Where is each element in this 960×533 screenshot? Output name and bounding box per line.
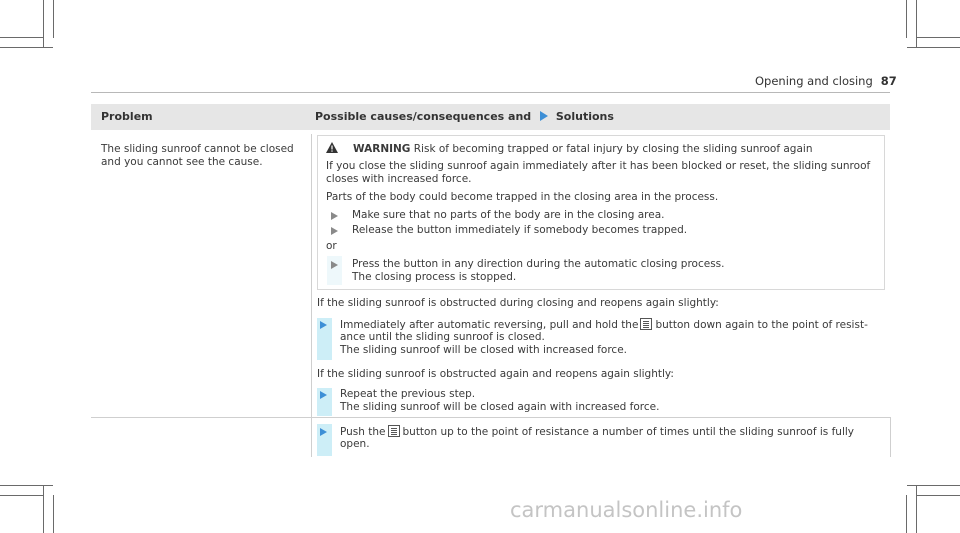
warning-label: WARNING	[353, 143, 411, 155]
crop-mark	[53, 0, 54, 38]
warning-title: WARNING Risk of becoming trapped or fatal injury by closing the sliding sunroof again	[353, 143, 813, 155]
step-arrow-icon	[331, 261, 338, 269]
sunroof-button-icon	[640, 318, 652, 330]
warning-triangle-icon	[326, 142, 338, 153]
step-arrow-icon	[320, 321, 327, 329]
crop-mark	[907, 47, 960, 48]
watermark: carmanualsonline.info	[510, 498, 743, 522]
step-arrow-icon	[320, 391, 327, 399]
column-header-problem: Problem	[101, 110, 153, 123]
action-step-line: open.	[340, 438, 370, 450]
crop-mark	[916, 485, 917, 533]
column-divider	[311, 134, 312, 457]
header-rule	[91, 92, 890, 93]
step-arrow-icon	[331, 227, 338, 235]
crop-mark	[0, 485, 53, 486]
arrow-icon	[540, 111, 548, 121]
step-arrow-icon	[320, 428, 327, 436]
warning-paragraph: If you close the sliding sunroof again immediately after it has been blocked or reset, the sliding sunroof	[326, 160, 871, 172]
page-number: 87	[880, 74, 897, 88]
crop-mark	[916, 495, 960, 496]
crop-mark	[916, 37, 960, 38]
crop-mark	[43, 485, 44, 533]
warning-step: Make sure that no parts of the body are in the closing area.	[352, 209, 665, 221]
row-divider	[91, 417, 890, 418]
action-step-line: Repeat the previous step.	[340, 388, 476, 400]
crop-mark	[907, 485, 960, 486]
action-step-result: The sliding sunroof will be closed again with increased force.	[340, 401, 660, 413]
problem-text-line: The sliding sunroof cannot be closed	[101, 143, 294, 155]
crop-mark	[906, 0, 907, 38]
action-step-result: The sliding sunroof will be closed with increased force.	[340, 344, 627, 356]
column-divider	[890, 417, 891, 457]
sunroof-button-icon	[388, 425, 400, 437]
action-step-line: Immediately after automatic reversing, pull and hold the button down again to the point of resist-	[340, 319, 868, 331]
column-header-solutions: Possible causes/consequences and Solutions	[315, 110, 614, 123]
crop-mark	[0, 47, 53, 48]
warning-step: Press the button in any direction during the automatic closing process.	[352, 258, 725, 270]
step-arrow-icon	[331, 212, 338, 220]
warning-paragraph: closes with increased force.	[326, 173, 472, 185]
problem-text-line: and you cannot see the cause.	[101, 156, 263, 168]
condition-text: If the sliding sunroof is obstructed during closing and reopens again slightly:	[317, 297, 719, 309]
table-header	[91, 104, 890, 130]
crop-mark	[53, 495, 54, 533]
running-header	[755, 74, 897, 88]
warning-or: or	[326, 240, 337, 252]
warning-step: Release the button immediately if somebody becomes trapped.	[352, 224, 688, 236]
condition-text: If the sliding sunroof is obstructed again and reopens again slightly:	[317, 368, 674, 380]
crop-mark	[906, 495, 907, 533]
crop-mark	[43, 0, 44, 48]
crop-mark	[916, 0, 917, 48]
section-title: Opening and closing	[755, 74, 873, 88]
action-step-line: ance until the sliding sunroof is closed.	[340, 331, 545, 343]
action-step-line: Push the button up to the point of resistance a number of times until the sliding sunroof is fully	[340, 426, 854, 438]
warning-step-result: The closing process is stopped.	[352, 271, 517, 283]
warning-paragraph: Parts of the body could become trapped in the closing area in the process.	[326, 191, 719, 203]
crop-mark	[0, 37, 44, 38]
crop-mark	[0, 495, 44, 496]
